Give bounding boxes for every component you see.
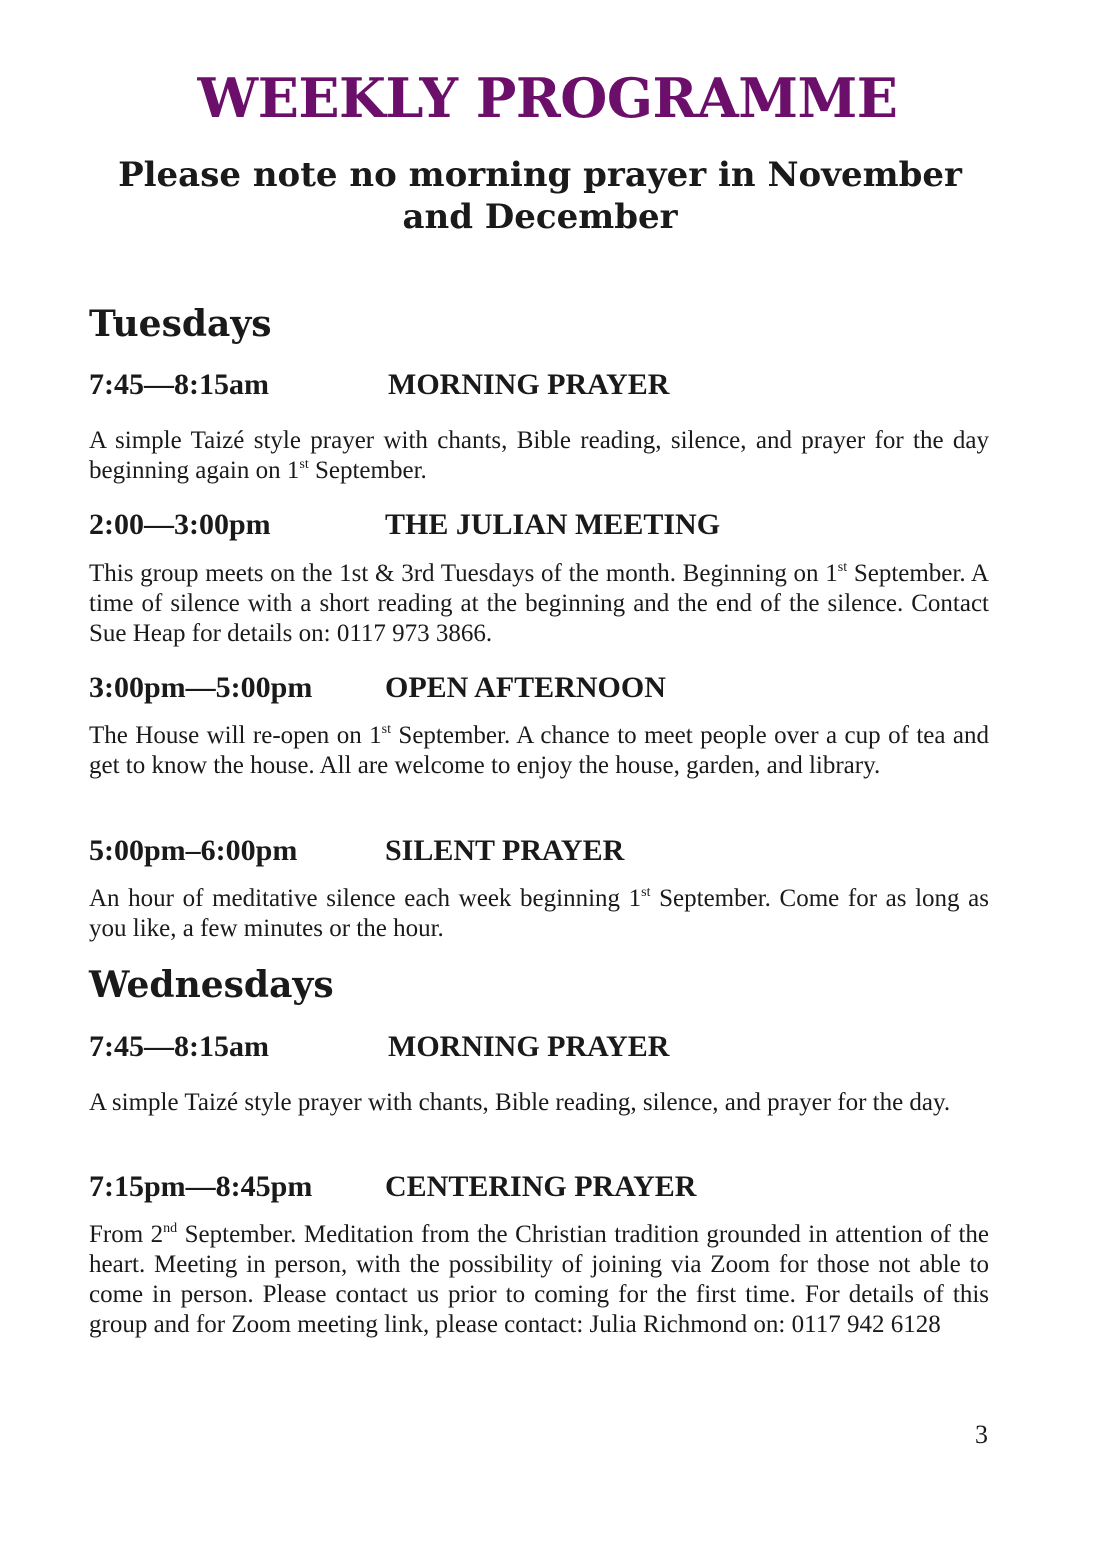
event-header bbox=[89, 508, 721, 542]
event-description: The House will re-open on 1st September. A chance to meet people over a cup of tea and get to know the house. All are welcome to enjoy the house, garden, and library. bbox=[89, 722, 989, 779]
event-name: MORNING PRAYER bbox=[388, 368, 670, 401]
event-header bbox=[89, 1030, 670, 1064]
page-title: WEEKLY PROGRAMME bbox=[197, 66, 898, 130]
event-header bbox=[89, 368, 670, 402]
event-time: 5:00pm–6:00pm bbox=[89, 834, 298, 867]
event-name: OPEN AFTERNOON bbox=[385, 671, 666, 704]
event-name: THE JULIAN MEETING bbox=[385, 508, 721, 541]
notice-text: Please note no morning prayer in November and December bbox=[118, 155, 962, 237]
event-header bbox=[89, 671, 666, 705]
event-name: CENTERING PRAYER bbox=[385, 1170, 697, 1203]
page-number: 3 bbox=[975, 1420, 988, 1449]
event-description: A simple Taizé style prayer with chants, Bible reading, silence, and prayer for the day beginning again on 1st September. bbox=[89, 427, 989, 484]
event-time: 3:00pm—5:00pm bbox=[89, 671, 313, 704]
event-time: 7:15pm—8:45pm bbox=[89, 1170, 313, 1203]
day-heading-wednesdays: Wednesdays bbox=[89, 964, 334, 1006]
event-time: 7:45—8:15am bbox=[89, 368, 269, 401]
event-name: SILENT PRAYER bbox=[385, 834, 625, 867]
event-description: An hour of meditative silence each week beginning 1st September. Come for as long as you like, a few minutes or the hour. bbox=[89, 885, 989, 942]
event-time: 7:45—8:15am bbox=[89, 1030, 269, 1063]
event-name: MORNING PRAYER bbox=[388, 1030, 670, 1063]
event-description: A simple Taizé style prayer with chants, Bible reading, silence, and prayer for the day. bbox=[89, 1089, 951, 1116]
event-description: From 2nd September. Meditation from the Christian tradition grounded in attention of the heart. Meeting in person, with the possibility of joining via Zoom for those not able to come in person. Please contact us prior to coming for the first time. For details of this group and for Zoom meeting link, please contact: Julia Richmond on: 0117 942 6128 bbox=[89, 1221, 989, 1338]
event-header bbox=[89, 834, 625, 868]
event-time: 2:00—3:00pm bbox=[89, 508, 271, 541]
event-description: This group meets on the 1st & 3rd Tuesdays of the month. Beginning on 1st September. A time of silence with a short reading at the beginning and the end of the silence. Contact Sue Heap for details on: 0117 973 3866. bbox=[89, 560, 989, 647]
event-header bbox=[89, 1170, 697, 1204]
day-heading-tuesdays: Tuesdays bbox=[89, 303, 272, 345]
